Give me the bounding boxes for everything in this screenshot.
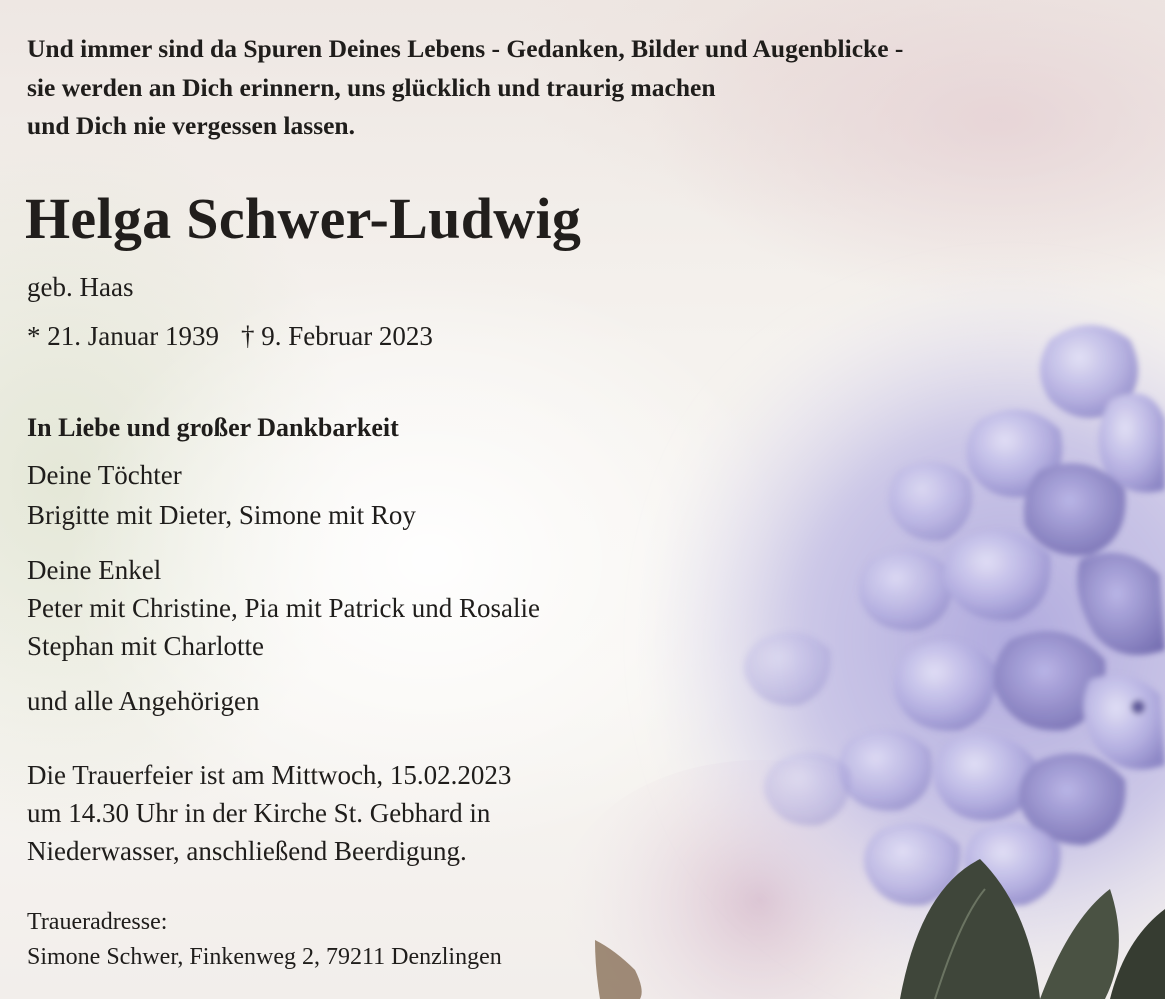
address-label: Traueradresse: — [27, 909, 168, 935]
deceased-name: Helga Schwer-Ludwig — [25, 186, 582, 251]
mourning-address: Simone Schwer, Finkenweg 2, 79211 Denzlingen — [27, 944, 502, 970]
funeral-service-info: Die Trauerfeier ist am Mittwoch, 15.02.2023 um 14.30 Uhr in der Kirche St. Gebhard in Niederwasser, anschließend Beerdigung. — [27, 760, 512, 866]
grandchildren-label: Deine Enkel — [27, 555, 162, 585]
maiden-name: geb. Haas — [27, 272, 134, 302]
grandchildren-names: Peter mit Christine, Pia mit Patrick und Rosalie Stephan mit Charlotte — [27, 593, 540, 661]
death-date: † 9. Februar 2023 — [240, 321, 433, 351]
birth-date: * 21. Januar 1939 — [27, 321, 219, 351]
life-dates — [27, 317, 433, 355]
daughters-names: Brigitte mit Dieter, Simone mit Roy — [27, 500, 416, 530]
relatives-line: und alle Angehörigen — [27, 686, 260, 716]
daughters-label: Deine Töchter — [27, 460, 182, 490]
memorial-verse: Und immer sind da Spuren Deines Lebens - Gedanken, Bilder und Augenblicke - sie werden an Dich erinnern, uns glücklich und traurig machen und Dich nie vergessen lassen. — [27, 34, 904, 140]
mourners-heading: In Liebe und großer Dankbarkeit — [27, 413, 399, 442]
